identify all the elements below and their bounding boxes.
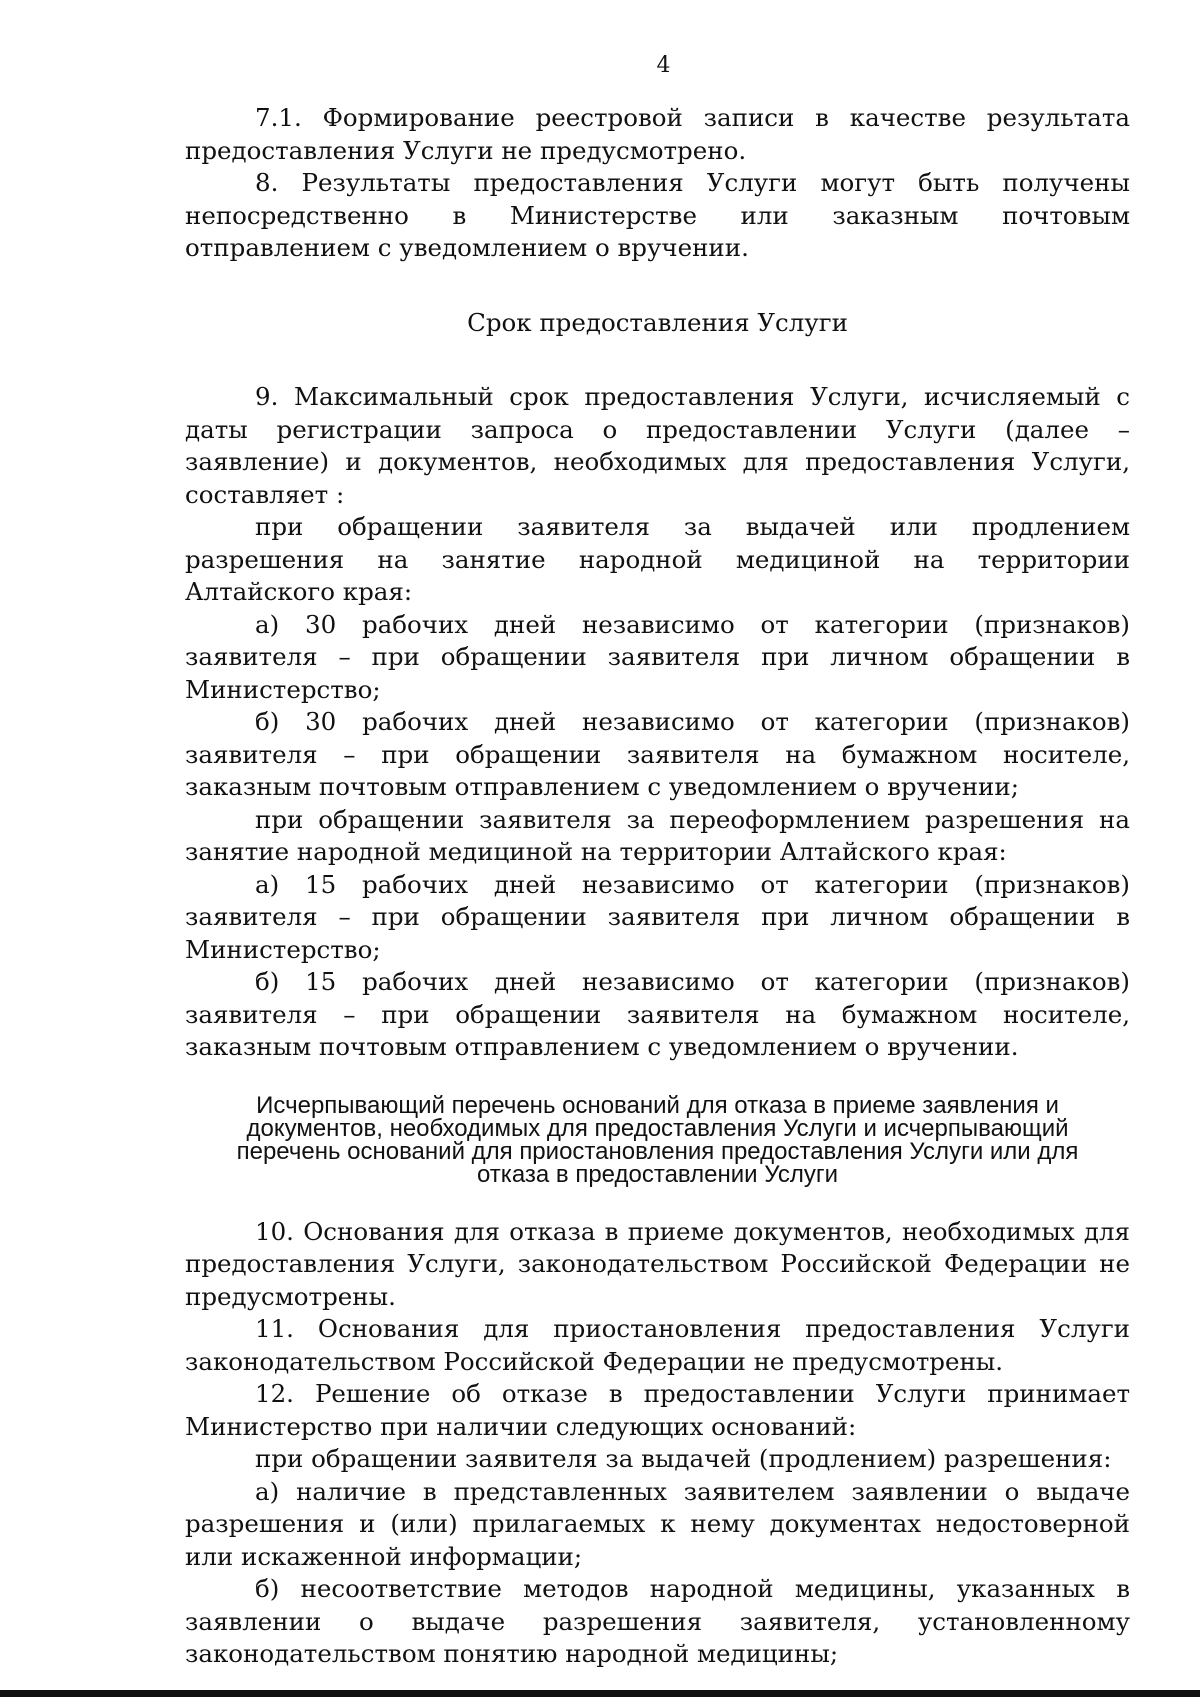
paragraph-12: 12. Решение об отказе в предоставлении Услуги принимает Министерство при наличии следующих оснований: [185, 1379, 1130, 1441]
paragraph-7-1: 7.1. Формирование реестровой записи в качестве результата предоставления Услуги не предусмотрено. [185, 103, 1130, 165]
paragraph-9a-15-days: а) 15 рабочих дней независимо от категории (признаков) заявителя – при обращении заявителя при личном обращении в Министерство; [185, 869, 1130, 964]
paragraph-issue-extension: при обращении заявителя за выдачей или продлением разрешения на занятие народной медициной на территории Алтайского края: [185, 512, 1130, 606]
paragraph-8: 8. Результаты предоставления Услуги могут быть получены непосредственно в Министерстве или заказным почтовым отправлением с уведомлением о вручении. [185, 168, 1130, 262]
document-page [185, 50, 1130, 1671]
heading-refusal-grounds [185, 1091, 1130, 1188]
paragraph-12a: а) наличие в представленных заявителем заявлении о выдаче разрешения и (или) прилагаемых к нему документах недостоверной или искаженной информации; [185, 1476, 1130, 1571]
section-refusal-grounds [185, 1216, 1130, 1671]
paragraph-issue-extension-grounds: при обращении заявителя за выдачей (продлением) разрешения: [255, 1444, 1112, 1473]
section-service-term [185, 381, 1130, 1064]
paragraph-9b-15-days: б) 15 рабочих дней независимо от категории (признаков) заявителя – при обращении заявителя на бумажном носителе, заказным почтовым отправлением с уведомлением о вручении. [185, 967, 1130, 1061]
section-result [185, 102, 1130, 265]
paragraph-9b-30-days: б) 30 рабочих дней независимо от категории (признаков) заявителя – при обращении заявителя на бумажном носителе, заказным почтовым отправлением с уведомлением о вручении; [185, 707, 1130, 801]
scan-bottom-edge [0, 1690, 1200, 1697]
paragraph-9: 9. Максимальный срок предоставления Услуги, исчисляемый с даты регистрации запроса о предоставлении Услуги (далее – заявление) и документов, необходимых для предоставления Услуги, составляет : [185, 382, 1130, 509]
heading-line: документов, необходимых для предоставления Услуги и исчерпывающий [246, 1114, 1069, 1142]
heading-line: отказа в предоставлении Услуги [476, 1160, 839, 1188]
page-number: 4 [656, 53, 671, 78]
paragraph-9a-30-days: а) 30 рабочих дней независимо от категории (признаков) заявителя – при обращении заявителя при личном обращении в Министерство; [185, 609, 1130, 704]
paragraph-10: 10. Основания для отказа в приеме документов, необходимых для предоставления Услуги, законодательством Российской Федерации не предусмотрены. [185, 1216, 1130, 1311]
heading-service-term: Срок предоставления Услуги [467, 307, 848, 337]
paragraph-12b: б) несоответствие методов народной медицины, указанных в заявлении о выдаче разрешения заявителя, установленному законодательством понятию народной медицины; [185, 1574, 1130, 1668]
paragraph-reissue: при обращении заявителя за переоформлением разрешения на занятие народной медициной на территории Алтайского края: [185, 804, 1130, 866]
heading-line: Исчерпывающий перечень оснований для отказа в приеме заявления и [256, 1091, 1059, 1119]
paragraph-11: 11. Основания для приостановления предоставления Услуги законодательством Российской Федерации не предусмотрены. [185, 1314, 1130, 1376]
heading-line: перечень оснований для приостановления предоставления Услуги или для [236, 1137, 1079, 1165]
